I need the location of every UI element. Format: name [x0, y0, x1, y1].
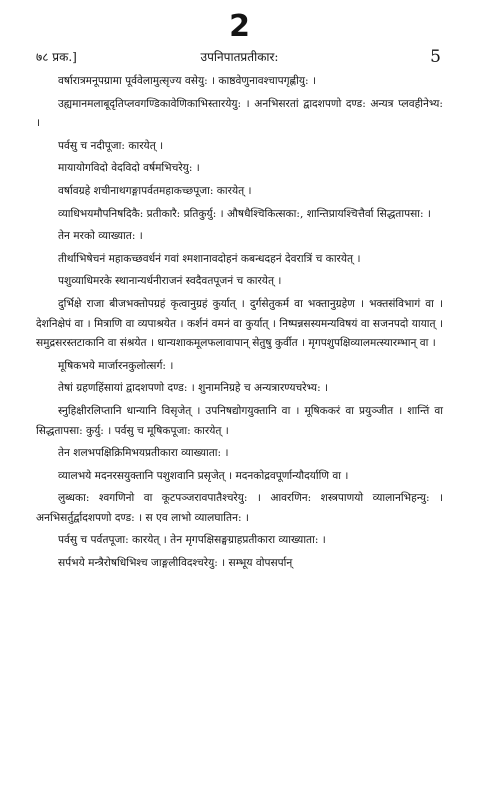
paragraph: पशुव्याधिमरके स्थानान्यर्धनीराजनं स्वदैवतपूजनं च कारयेत् ।	[58, 275, 282, 288]
paragraph: उह्यमानमलाबूदृतिप्लवगण्डिकावेणिकाभिस्तारयेयु: । अनभिसरतां द्वादशपणो दण्ड: अन्यत्र प्लवहीनेभ्य: ।	[36, 97, 443, 130]
paragraph: स्नुहिक्षीरलिप्तानि धान्यानि विसृजेत् । उपनिषद्योगयुक्तानि वा । मूषिककरं वा प्रयुञ्जीत । शान्तिं वा सिद्धतापसा: कुर्यु: । पर्वसु च मूषिकपूजा: कारयेत् ।	[36, 404, 443, 437]
text-body	[36, 72, 443, 577]
page-number: 5	[430, 47, 441, 67]
paragraph: तीर्थाभिषेचनं महाकच्छवर्धनं गवां श्मशानावदोहनं कबन्धदहनं देवरात्रिं च कारयेत् ।	[58, 252, 361, 265]
paragraph: लुब्धका: श्वगणिनो वा कूटपञ्जरावपातैश्चरेयु: । आवरणिन: शस्त्रपाणयो व्यालानभिहन्यु: । अनभिसर्तुर्द्वादशपणो दण्ड: । स एव लाभो व्यालघातिन: ।	[36, 492, 443, 524]
paragraph: तेषां ग्रहणहिंसायां द्वादशपणो दण्ड: । शुनामनिग्रहे च अन्यत्रारण्यचरेभ्य: ।	[58, 382, 329, 395]
paragraph: तेन शलभपक्षिक्रिमिभयप्रतीकारा व्याख्याता: ।	[58, 447, 229, 460]
paragraph: पर्वसु च पर्वतपूजा: कारयेत् । तेन मृगपक्षिसङ्घग्राहप्रतीकारा व्याख्याता: ।	[58, 534, 326, 547]
running-header	[36, 46, 443, 68]
paragraph: व्यालभये मदनरसयुक्तानि पशुशवानि प्रसृजेत् । मदनकोद्रवपूर्णान्यौदर्याणि वा ।	[58, 469, 349, 482]
paragraph: मूषिकभये मार्जारनकुलोत्सर्ग: ।	[58, 359, 174, 372]
chapter-reference: ७८ प्रक.]	[36, 50, 77, 64]
paragraph: सर्पभये मन्त्रैरोषधिभिश्च जाङ्गलीविदश्चरेयु: । सम्भूय वोपसर्पान्	[58, 557, 293, 570]
paragraph: वर्षावग्रहे शचीनाथगङ्गापर्वतमहाकच्छपूजा: कारयेत् ।	[58, 184, 252, 197]
paragraph: तेन मरको व्याख्यात: ।	[58, 230, 143, 243]
paragraph: दुर्भिक्षे राजा बीजभक्तोपग्रहं कृत्वानुग्रहं कुर्यात् । दुर्गसेतुकर्म वा भक्तानुग्रहेण । भक्तसंविभागं वा । देशनिक्षेपं वा । मित्राणि वा व्यपाश्रयेत । कर्शनं वमनं वा कुर्यात् । निष्पन्नसस्यमन्यविषयं वा सजनपदो यायात् । समुद्रसरस्तटाकानि वा संश्रयेत । धान्यशाकमूलफलावापान् सेतुषु कुर्वीत । मृगपशुपक्षिव्यालमत्स्यारम्भान् वा ।	[36, 297, 443, 350]
page-mark: 2	[229, 9, 250, 44]
paragraph: पर्वसु च नदीपूजा: कारयेत् ।	[58, 139, 164, 152]
paragraph: मायायोगविदो वेदविदो वर्षमभिचरेयु: ।	[58, 162, 200, 175]
section-title: उपनिपातप्रतीकार:	[200, 50, 279, 64]
paragraph: वर्षारात्रमनूपग्रामा पूर्ववेलामुत्सृज्य वसेयु: । काष्ठवेणुनावश्चापगृह्णीयु: ।	[58, 75, 316, 87]
paragraph: व्याधिभयमौपनिषदिकै: प्रतीकारै: प्रतिकुर्यु: । औषधैश्चिकित्सका:, शान्तिप्रायश्चित्तैर्वा सिद्धतापसा: ।	[58, 207, 431, 220]
